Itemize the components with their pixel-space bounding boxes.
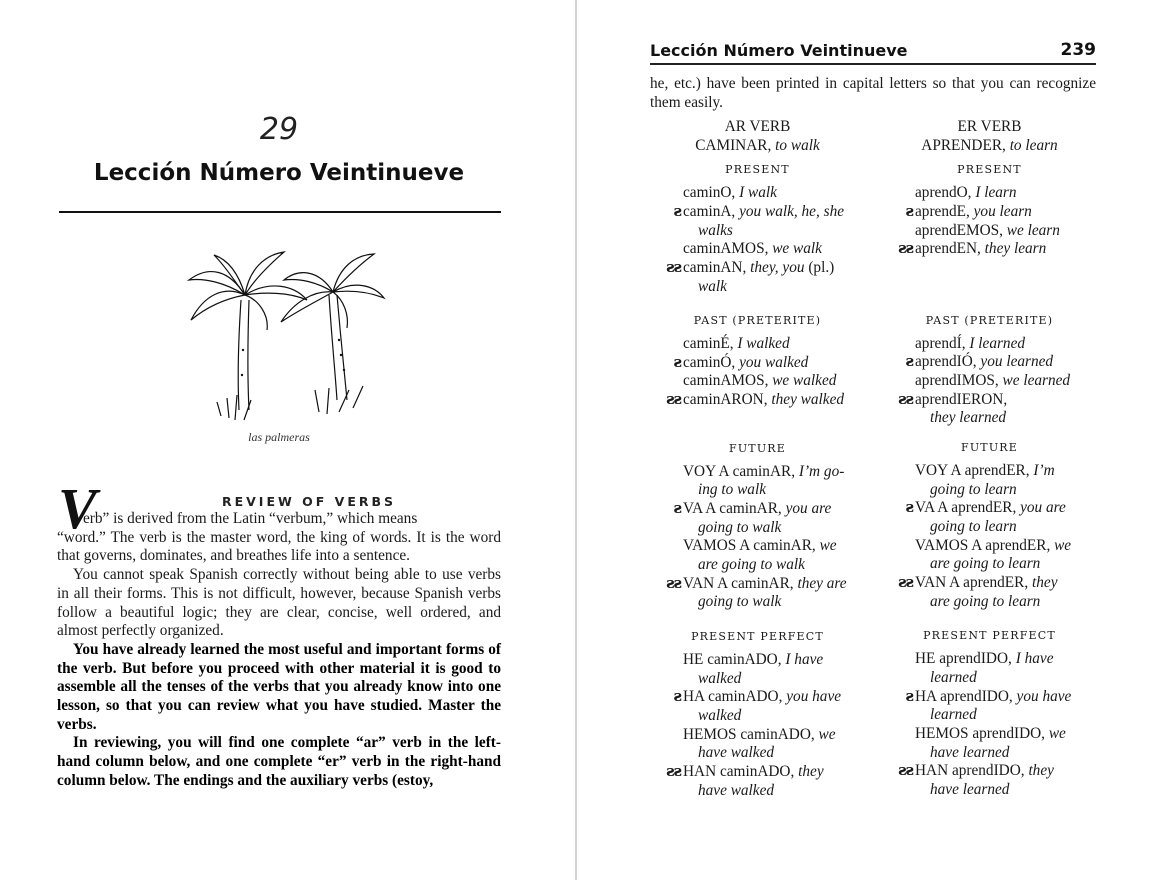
conjugation-continuation: walked — [698, 669, 742, 687]
title-rule — [59, 211, 501, 213]
palm-trees-illustration — [169, 240, 389, 425]
conjugation-row: HEMOS caminADO, we — [683, 725, 836, 743]
paragraph-1: “word.” The verb is the master word, the king of words. It is the word that governs, dominates, and breathes life into a sentence. — [57, 528, 501, 565]
left-page — [57, 0, 501, 880]
conjugation-continuation: learned — [930, 706, 977, 724]
conjugation-continuation: have learned — [930, 743, 1010, 761]
conjugation-row: aprendÍ, I learned — [915, 334, 1026, 352]
ar-verb-column — [650, 118, 865, 801]
conjugation-row: ꙅ aprendE, you learn — [905, 202, 1032, 220]
conjugation-continuation: walks — [698, 221, 733, 239]
plural-you-mark: ꙅꙅ — [666, 259, 681, 276]
conjugation-row: ꙅ HA caminADO, you have — [673, 688, 842, 706]
conjugation-continuation: are going to learn — [930, 592, 1041, 610]
conjugation-continuation: they learned — [930, 409, 1007, 427]
section-heading: REVIEW OF VERBS — [221, 494, 397, 509]
conjugation-row: aprendIMOS, we learned — [915, 372, 1071, 390]
tense-heading-future: FUTURE — [960, 441, 1019, 455]
chapter-number: 29 — [259, 112, 299, 147]
conjugation-row: ꙅ VA A caminAR, you are — [673, 499, 832, 517]
conjugation-continuation: going to learn — [930, 517, 1017, 535]
tense-heading-present-perfect: PRESENT PERFECT — [691, 630, 824, 644]
conjugation-continuation: have learned — [930, 781, 1010, 799]
right-page — [650, 0, 1096, 880]
conjugation-row: ꙅꙅ caminAN, they, you (pl.) — [650, 259, 865, 278]
conjugation-row: ꙅꙅ caminARON, they walked — [666, 391, 845, 409]
verb-type-heading: ER VERB — [957, 118, 1022, 135]
intro-paragraph: he, etc.) have been printed in capital letters so that you can recognize them easily. — [650, 75, 1096, 111]
conjugation-continuation: are going to learn — [930, 555, 1041, 573]
header-rule — [650, 63, 1096, 65]
conjugation-continuation: going to walk — [698, 593, 782, 611]
running-head: Lección Número Veintinueve — [650, 41, 908, 60]
conjugation-row: ꙅ caminÓ, you walked — [673, 353, 809, 371]
conjugation-continuation: walk — [698, 277, 727, 295]
tense-heading-past: PAST (PRETERITE) — [693, 314, 822, 328]
conjugation-continuation: are going to walk — [698, 556, 805, 574]
page-gutter — [575, 0, 577, 880]
conjugation-row: VAMOS A aprendER, we — [915, 536, 1072, 554]
paragraph-1-first-line: erb” is derived from the Latin “verbum,” which means — [83, 510, 418, 527]
conjugation-row: caminO, I walk — [683, 184, 777, 202]
tense-heading-future: FUTURE — [728, 441, 787, 455]
page-number: 239 — [1060, 40, 1096, 60]
paragraph-3: You have already learned the most useful and important forms of the verb. But before you proceed with other material it is good to assemble all the tenses of the verbs that you already know into one lesson, so that you can review what you have studied. Master the verbs. — [57, 640, 501, 733]
conjugation-row: caminÉ, I walked — [683, 335, 790, 353]
conjugation-continuation: going to walk — [698, 518, 782, 536]
conjugation-row: ꙅꙅ HAN aprendIDO, they — [898, 762, 1054, 780]
conjugation-continuation: walked — [698, 706, 742, 724]
conjugation-row: ꙅ HA aprendIDO, you have — [905, 687, 1072, 705]
er-verb-column — [882, 118, 1097, 800]
conjugation-row: HE aprendIDO, I have — [915, 650, 1054, 668]
conjugation-row: HE caminADO, I have — [683, 650, 824, 668]
conjugation-continuation: going to learn — [930, 480, 1017, 498]
conjugation-row: HEMOS aprendIDO, we — [915, 724, 1066, 742]
tense-heading-present: PRESENT — [725, 163, 790, 177]
tense-heading-present: PRESENT — [957, 163, 1022, 177]
body-text — [57, 510, 501, 791]
conjugation-row: caminAMOS, we walk — [683, 240, 822, 258]
conjugation-row: VOY A caminAR, I’m go- — [683, 462, 845, 480]
verb-infinitive: APRENDER, to learn — [921, 136, 1058, 154]
paragraph-4: In reviewing, you will find one complete “ar” verb in the left-hand column below, and one complete “er” verb in the right-hand column below. The endings and the auxiliary verbs (estoy, — [57, 734, 501, 789]
conjugation-row: ꙅ VA A aprendER, you are — [905, 499, 1066, 517]
conjugation-row: VAMOS A caminAR, we — [683, 537, 837, 555]
drop-cap: V — [58, 476, 97, 541]
conjugation-continuation: learned — [930, 668, 977, 686]
conjugation-continuation: have walked — [698, 744, 775, 762]
illustration-caption: las palmeras — [248, 430, 310, 444]
conjugation-row: aprendO, I learn — [915, 184, 1017, 202]
conjugation-row: ꙅꙅ VAN A aprendER, they — [898, 574, 1058, 592]
conjugation-row: aprendEMOS, we learn — [915, 221, 1060, 239]
conjugation-row: caminAMOS, we walked — [683, 372, 837, 390]
paragraph-2: You cannot speak Spanish correctly without being able to use verbs in all their forms. This is not difficult, however, because Spanish verbs follow a beautiful logic; they are clear, concise, well ordered, and almost perfectly organized. — [57, 566, 501, 640]
verb-infinitive: CAMINAR, to walk — [695, 136, 820, 154]
verb-type-heading: AR VERB — [724, 118, 791, 135]
conjugation-row: VOY A aprendER, I’m — [915, 461, 1055, 479]
formal-you-mark: ꙅ — [673, 203, 681, 220]
conjugation-row: ꙅ caminA, you walk, he, she — [650, 203, 865, 222]
tense-heading-present-perfect: PRESENT PERFECT — [923, 629, 1056, 643]
conjugation-continuation: have walked — [698, 781, 775, 799]
conjugation-row: ꙅꙅ HAN caminADO, they — [666, 763, 824, 781]
conjugation-row: ꙅꙅ aprendEN, they learn — [898, 240, 1047, 258]
tense-heading-past: PAST (PRETERITE) — [925, 313, 1054, 327]
conjugation-row: ꙅ aprendIÓ, you learned — [905, 353, 1054, 371]
conjugation-row: ꙅꙅ VAN A caminAR, they are — [666, 574, 847, 592]
conjugation-continuation: ing to walk — [698, 481, 766, 499]
chapter-title: Lección Número Veintinueve — [93, 160, 465, 186]
conjugation-row: ꙅꙅ aprendIERON, — [898, 390, 1008, 408]
